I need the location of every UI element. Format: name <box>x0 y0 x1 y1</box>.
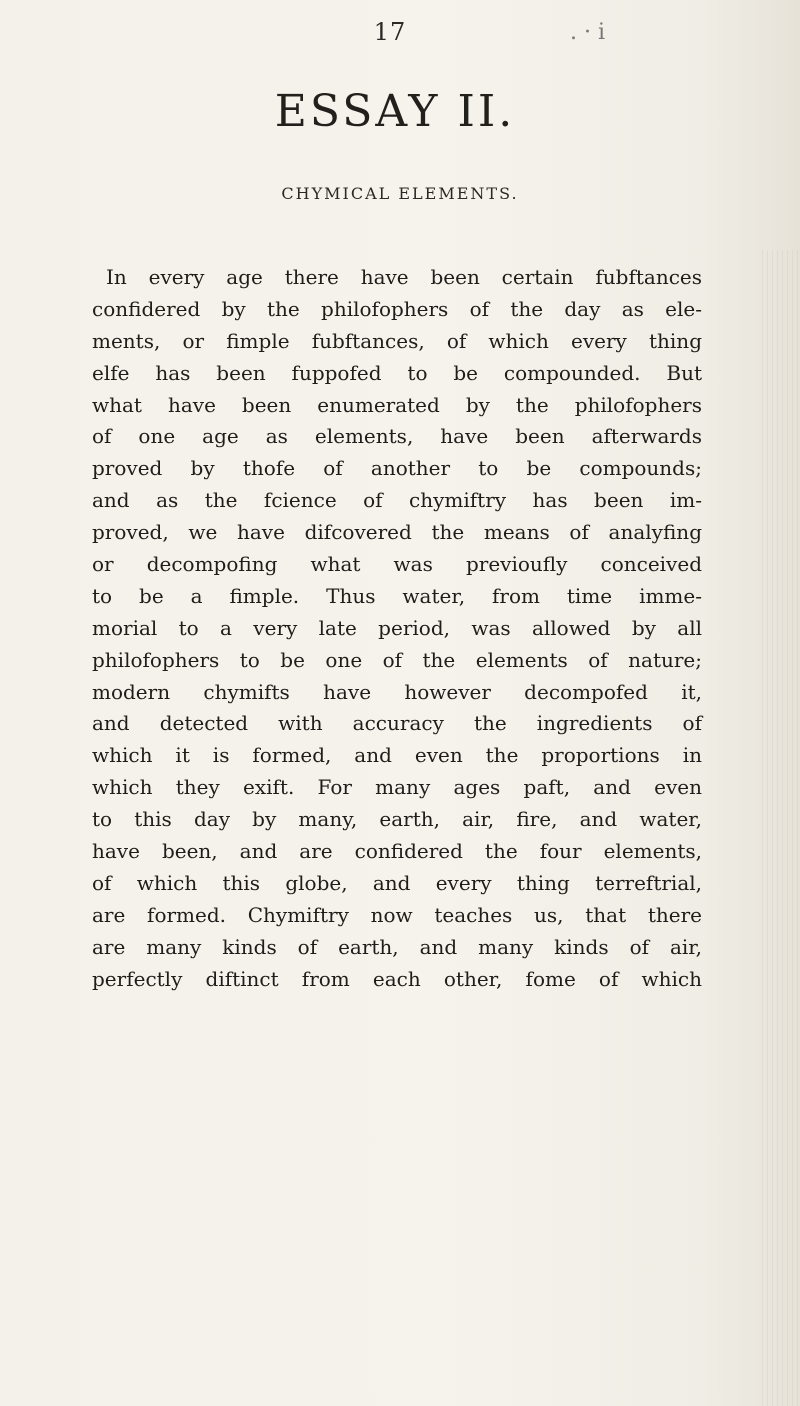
text-line: of which this globe, and every thing terreftrial, <box>92 870 702 895</box>
text-line: perfectly diftinct from each other, fome of which <box>92 966 702 991</box>
text-line: ments, or fimple fubftances, of which every thing <box>92 328 702 353</box>
text-line: are formed. Chymiftry now teaches us, that there <box>92 902 702 927</box>
essay-subtitle: CHYMICAL ELEMENTS. <box>281 184 519 203</box>
text-line: proved, we have difcovered the means of analyfing <box>92 520 702 545</box>
essay-title: ESSAY II. <box>274 86 516 137</box>
text-line: to this day by many, earth, air, fire, and water, <box>92 807 702 832</box>
body-text <box>92 262 702 995</box>
text-line: or decompofing what was previoufly conceived <box>92 552 702 577</box>
text-line: of one age as elements, have been afterwards <box>92 424 702 449</box>
text-line: modern chymifts have however decompofed it, <box>92 679 702 704</box>
text-line: confidered by the philofophers of the day as ele- <box>92 296 702 321</box>
text-line: and as the fcience of chymiftry has been im- <box>92 488 702 513</box>
text-line: elfe has been fuppofed to be compounded. But <box>92 360 702 385</box>
text-line: which they exift. For many ages paft, and even <box>92 775 702 800</box>
text-line: which it is formed, and even the proportions in <box>92 743 702 768</box>
text-line: to be a fimple. Thus water, from time imme- <box>92 583 702 608</box>
text-line: are many kinds of earth, and many kinds of air, <box>92 934 702 959</box>
text-line: what have been enumerated by the philofophers <box>92 392 702 417</box>
text-line: proved by thofe of another to be compounds; <box>92 456 702 481</box>
text-line: morial to a very late period, was allowed by all <box>92 615 702 640</box>
text-line: and detected with accuracy the ingredients of <box>92 711 702 736</box>
page-number: 17 <box>373 18 407 46</box>
text-line: philofophers to be one of the elements of nature; <box>92 647 702 672</box>
text-line: have been, and are confidered the four elements, <box>92 839 702 864</box>
text-line: In every age there have been certain fubftances <box>106 265 702 289</box>
margin-marks: . · i <box>570 20 606 45</box>
